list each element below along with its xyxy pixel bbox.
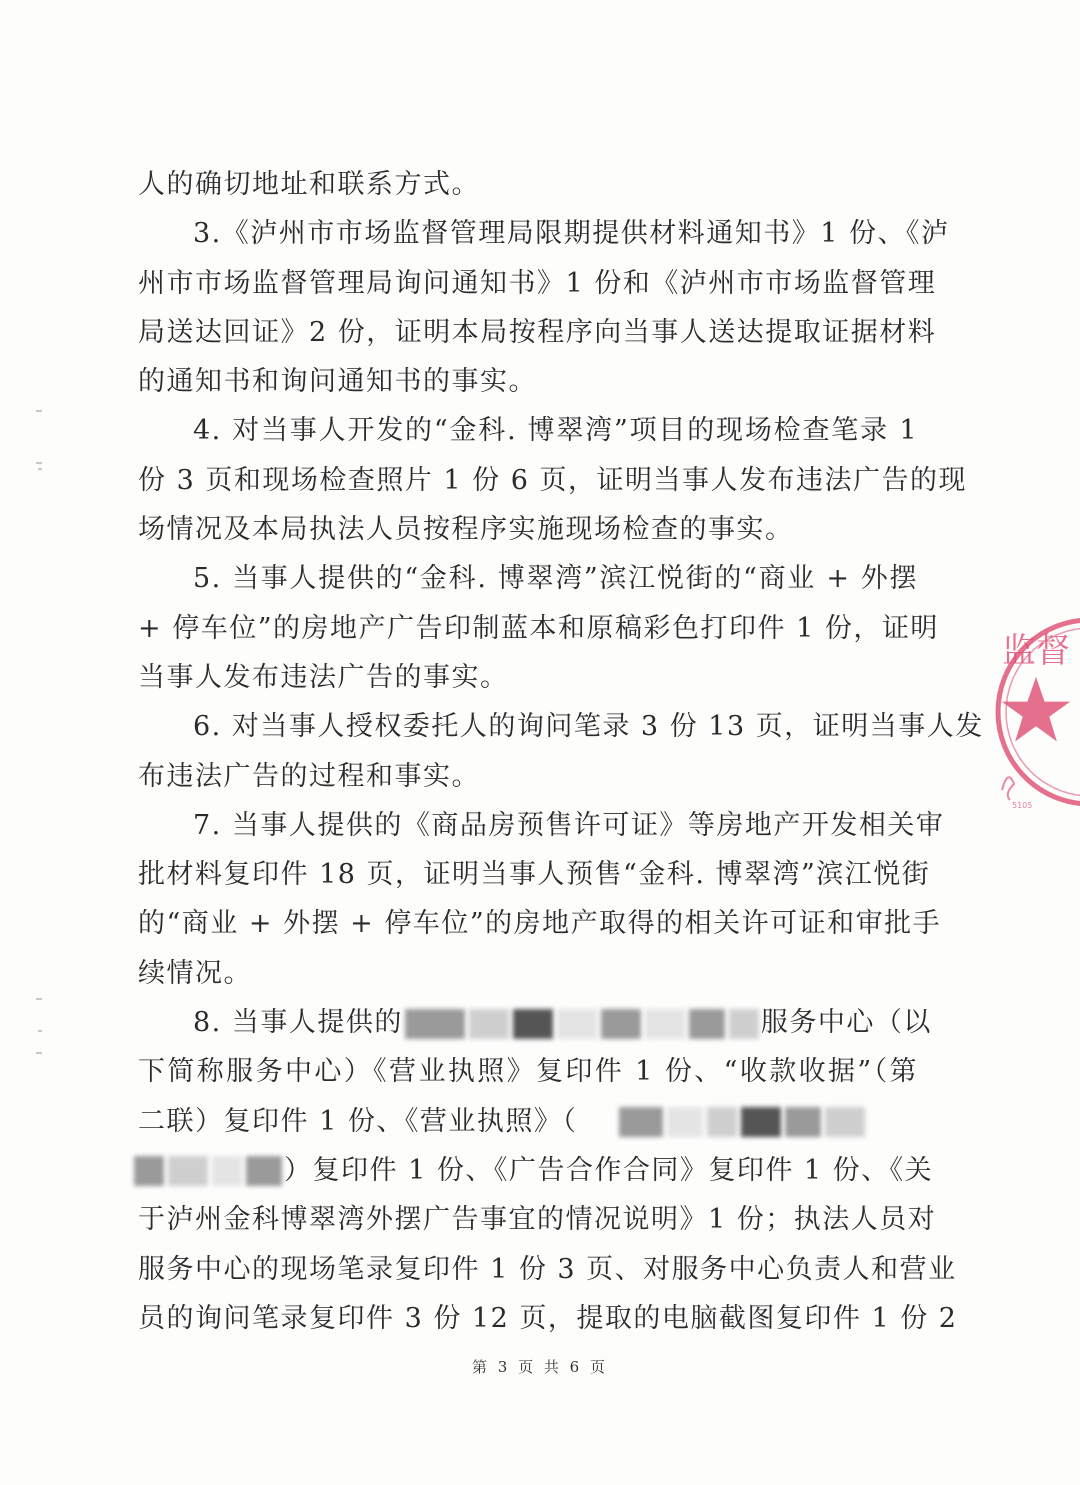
text-line: 人的确切地址和联系方式。 — [138, 169, 480, 200]
text-line: 6. 对当事人授权委托人的询问笔录 3 份 13 页，证明当事人发 — [193, 711, 984, 743]
text-line-redacted — [138, 1097, 918, 1146]
text-line: 续情况。 — [138, 957, 252, 989]
text-line: 4. 对当事人开发的“金科. 博翠湾”项目的现场检查笔录 1 — [193, 415, 918, 447]
redaction-block — [645, 1009, 685, 1039]
text-line: 服务中心的现场笔录复印件 1 份 3 页、对服务中心负责人和营业 — [138, 1253, 957, 1285]
text-line: 局送达回证》2 份，证明本局按程序向当事人送达提取证据材料 — [138, 316, 937, 348]
text-line: 当事人发布违法广告的事实。 — [138, 661, 509, 693]
text-line: 于泸州金科博翠湾外摆广告事宜的情况说明》1 份；执法人员对 — [138, 1204, 937, 1236]
redaction-block — [557, 1009, 597, 1039]
text-line: 州市市场监督管理局询问通知书》1 份和《泸州市市场监督管理 — [138, 267, 937, 299]
redaction-block — [785, 1107, 821, 1137]
redaction-block — [689, 1009, 725, 1039]
page-footer: 第 3 页 共 6 页 — [472, 1358, 608, 1376]
seal-serial: 5105 — [1012, 801, 1033, 810]
seal-star-icon — [1002, 677, 1070, 742]
text-line: 员的询问笔录复印件 3 份 12 页，提取的电脑截图复印件 1 份 2 — [138, 1302, 958, 1334]
redaction-block — [405, 1009, 465, 1039]
text-segment: 服务中心（以 — [760, 1007, 932, 1039]
redaction-block — [246, 1156, 282, 1186]
redaction-block — [134, 1156, 164, 1186]
redaction-block — [513, 1009, 553, 1039]
redaction-block — [168, 1156, 208, 1186]
text-line: + 停车位”的房地产广告印制蓝本和原稿彩色打印件 1 份，证明 — [138, 612, 939, 644]
text-line-redacted — [138, 998, 932, 1047]
text-line: 的通知书和询问通知书的事实。 — [138, 366, 537, 398]
redaction-block — [601, 1009, 641, 1039]
text-line: 布违法广告的过程和事实。 — [138, 760, 480, 792]
text-line: 5. 当事人提供的“金科. 博翠湾”滨江悦街的“商业 + 外摆 — [193, 563, 918, 595]
seal-text: 监督 — [1002, 631, 1070, 671]
official-seal — [990, 612, 1080, 812]
redaction-block — [825, 1107, 865, 1137]
document-body — [138, 160, 984, 1343]
text-segment: 8. 当事人提供的 — [193, 1007, 403, 1039]
text-line: 份 3 页和现场检查照片 1 份 6 页，证明当事人发布违法广告的现 — [138, 464, 968, 496]
text-line: 3.《泸州市市场监督管理局限期提供材料通知书》1 份、《泸 — [193, 218, 950, 250]
text-line: 的“商业 + 外摆 + 停车位”的房地产取得的相关许可证和审批手 — [138, 908, 942, 940]
text-line: 下简称服务中心）《营业执照》复印件 1 份、“收款收据”（第 — [138, 1056, 918, 1088]
redaction-block — [667, 1107, 703, 1137]
redaction-block — [741, 1107, 781, 1137]
redaction-block — [707, 1107, 737, 1137]
text-line: 批材料复印件 18 页，证明当事人预售“金科. 博翠湾”滨江悦街 — [138, 859, 931, 891]
redaction-block — [729, 1009, 759, 1039]
text-line-redacted — [132, 1146, 934, 1195]
redaction-block — [212, 1156, 242, 1186]
text-line: 场情况及本局执法人员按程序实施现场检查的事实。 — [138, 514, 794, 546]
redaction-block — [469, 1009, 509, 1039]
seal-graphic — [990, 612, 1080, 812]
text-line: 7. 当事人提供的《商品房预售许可证》等房地产开发相关审 — [193, 809, 945, 841]
text-segment: ）复印件 1 份、《广告合作合同》复印件 1 份、《关 — [284, 1154, 934, 1186]
text-segment: 二联）复印件 1 份、《营业执照》（ — [138, 1105, 578, 1137]
redaction-block — [619, 1107, 663, 1137]
